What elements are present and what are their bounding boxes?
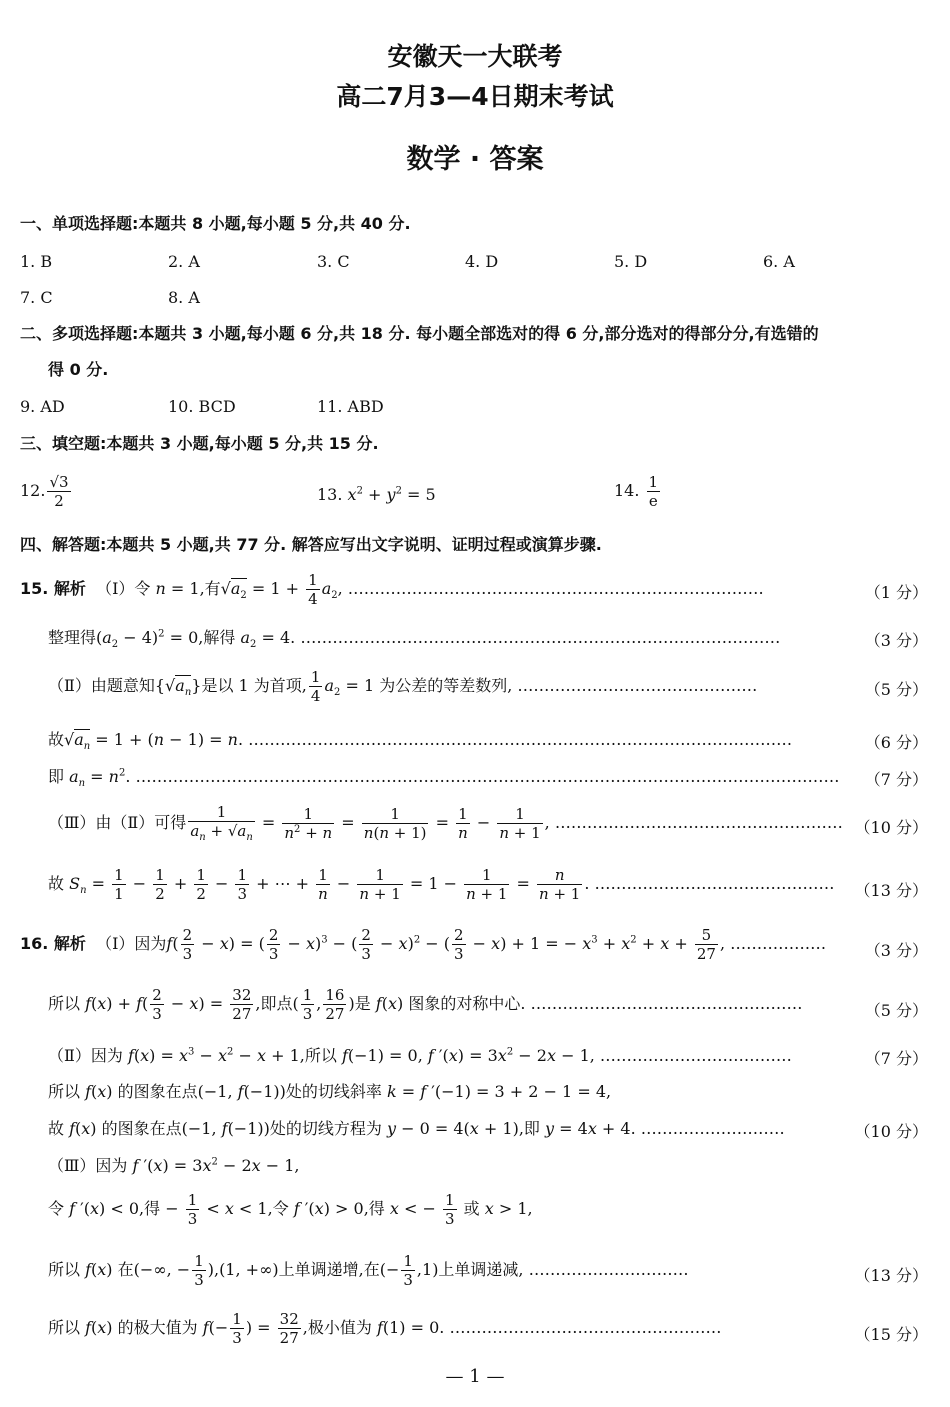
q15-points-4: （6 分） [864, 733, 928, 752]
q16-line-5: 故 f(x) 的图象在点(−1, f(−1))处的切线方程为 y − 0 = 4(x + 1),即 y = 4x + 4. ……………………… [48, 1119, 785, 1138]
answer-13-label: 13. [317, 485, 343, 504]
q16-line-1: 16. 解析 （Ⅰ）因为f( $\frac{2}{3}$ − x) = ( $\frac{2}{3}$ − x)$^3$ − ( $\frac{2}{3}$ − x)$^2$ − ( $\frac{2}{3}$ − x) + 1 = − $x^3 + x^2 + x$ + $\frac{5}{27}$ , ……………… [20, 926, 827, 963]
answer-10: 10. BCD [168, 397, 236, 416]
section-fill-blank: 三、填空题:本题共 3 小题,每小题 5 分,共 15 分. [20, 434, 379, 453]
answer-3: 3. C [317, 252, 350, 271]
section-multi-choice-cont: 得 0 分. [48, 360, 109, 379]
section-multi-choice: 二、多项选择题:本题共 3 小题,每小题 6 分,共 18 分. 每小题全部选对的得 6 分,部分选对的得部分分,有选错的 [20, 324, 819, 343]
q15-label: 15. 解析 [20, 579, 86, 598]
q16-line-2: 所以 f(x) + f( $\frac{2}{3}$ − x) = $\frac{32}{27}$ ,即点( $\frac{1}{3}$ , $\frac{16}{27}$ )是 f(x) 图象的对称中心. …………………………………………… [48, 986, 803, 1023]
subject-title: 数学 · 答案 [406, 144, 544, 175]
q16-points-2: （5 分） [864, 1001, 928, 1020]
q15-points-3: （5 分） [864, 680, 928, 699]
answer-14-label: 14. [614, 481, 640, 500]
section-solutions: 四、解答题:本题共 5 小题,共 77 分. 解答应写出文字说明、证明过程或演算步骤. [20, 535, 602, 554]
q15-line-2: 整理得$(a_2 - 4)^2 = 0$,解得 $a_2 = 4$. ……………………………………………………………………………… [48, 628, 781, 651]
exam-organization: 安徽天一大联考 [387, 42, 563, 71]
q15-points-2: （3 分） [864, 631, 928, 650]
answer-6: 6. A [763, 252, 795, 271]
q15-line-6: （Ⅲ）由（Ⅱ）可得 $\frac{1}{a_n + √a_n}$ = $\frac{1}{n^2 + n}$ = $\frac{1}{n(n + 1)}$ = $\frac{1}{n}$ − $\frac{1}{n + 1}$ , ……………………………………………… [48, 803, 843, 843]
answer-2: 2. A [168, 252, 200, 271]
q16-line-4: 所以 f(x) 的图象在点(−1, f(−1))处的切线斜率 k = f ′(−1) = 3 + 2 − 1 = 4, [48, 1082, 612, 1101]
answer-12-label: 12. [20, 481, 46, 500]
q15-line-7: 故 $S_n$ = $\frac{1}{1}$ − $\frac{1}{2}$ + $\frac{1}{2}$ − $\frac{1}{3}$ + ⋯ + $\frac{1}{n}$ − $\frac{1}{n + 1}$ = 1 − $\frac{1}{n + 1}$ = $\frac{n}{n + 1}$ . ……………………………………… [48, 866, 835, 903]
q15-line-5: 即 $a_n = n^2$. …………………………………………………………………………………………………………………… [48, 767, 840, 790]
answer-11: 11. ABD [317, 397, 384, 416]
answer-13: 13. $x^2 + y^2 = 5$ [317, 485, 436, 504]
q16-points-4: （10 分） [854, 1122, 928, 1141]
q16-label: 16. 解析 [20, 934, 86, 953]
answer-4: 4. D [465, 252, 499, 271]
q15-points-6: （10 分） [854, 818, 928, 837]
q15-points-5: （7 分） [864, 770, 928, 789]
q16-points-1: （3 分） [864, 941, 928, 960]
exam-title: 高二7月3—4日期末考试 [336, 82, 614, 111]
answer-7: 7. C [20, 288, 53, 307]
q15-line-4: 故$√a_n = 1 + (n - 1) = n$. ………………………………………………………………………………………… [48, 730, 793, 753]
section-single-choice: 一、单项选择题:本题共 8 小题,每小题 5 分,共 40 分. [20, 214, 411, 233]
q16-line-9: 所以 f(x) 的极大值为 f(− $\frac{1}{3}$ ) = $\frac{32}{27}$ ,极小值为 f(1) = 0. …………………………………………… [48, 1310, 722, 1347]
q16-line-7: 令 f ′(x) < 0,得 − $\frac{1}{3}$ < x < 1,令 f ′(x) > 0,得 x < − $\frac{1}{3}$ 或 x > 1, [48, 1191, 533, 1228]
answer-9: 9. AD [20, 397, 65, 416]
q15-line-3: （Ⅱ）由题意知$\{√a_n\}$是以 1 为首项, $\frac{1}{4}$ $a_2 = 1$ 为公差的等差数列, ……………………………………… [48, 668, 758, 705]
q16-line-8: 所以 f(x) 在(−∞, − $\frac{1}{3}$ ),(1, +∞)上单调递增,在(− $\frac{1}{3}$ ,1)上单调递减, ………………………… [48, 1252, 689, 1289]
q16-line-3: （Ⅱ）因为 $f(x) = x^3 - x^2 - x + 1$,所以 f(−1) = 0, f $'(x) = 3x^2 - 2x - 1$, ……………………………… [48, 1046, 792, 1065]
answer-8: 8. A [168, 288, 200, 307]
q16-points-3: （7 分） [864, 1049, 928, 1068]
q15-points-1: （1 分） [864, 583, 928, 602]
q16-line-6: （Ⅲ）因为 f $'(x) = 3x^2 - 2x - 1$, [48, 1156, 300, 1175]
answer-1: 1. B [20, 252, 53, 271]
q16-points-6: （15 分） [854, 1325, 928, 1344]
q15-line-1: 15. 解析 （Ⅰ）令 n = 1,有$√a_2 = 1$ + $\frac{1}{4}$ $a_2$, …………………………………………………………………… [20, 571, 764, 608]
q16-points-5: （13 分） [854, 1266, 928, 1285]
page-number: — 1 — [445, 1366, 505, 1387]
q15-points-7: （13 分） [854, 881, 928, 900]
answer-5: 5. D [614, 252, 648, 271]
answer-12: 12. $\frac{√3}{2}$ [20, 473, 69, 510]
answer-14: 14. $\frac{1}{e}$ [614, 473, 659, 510]
